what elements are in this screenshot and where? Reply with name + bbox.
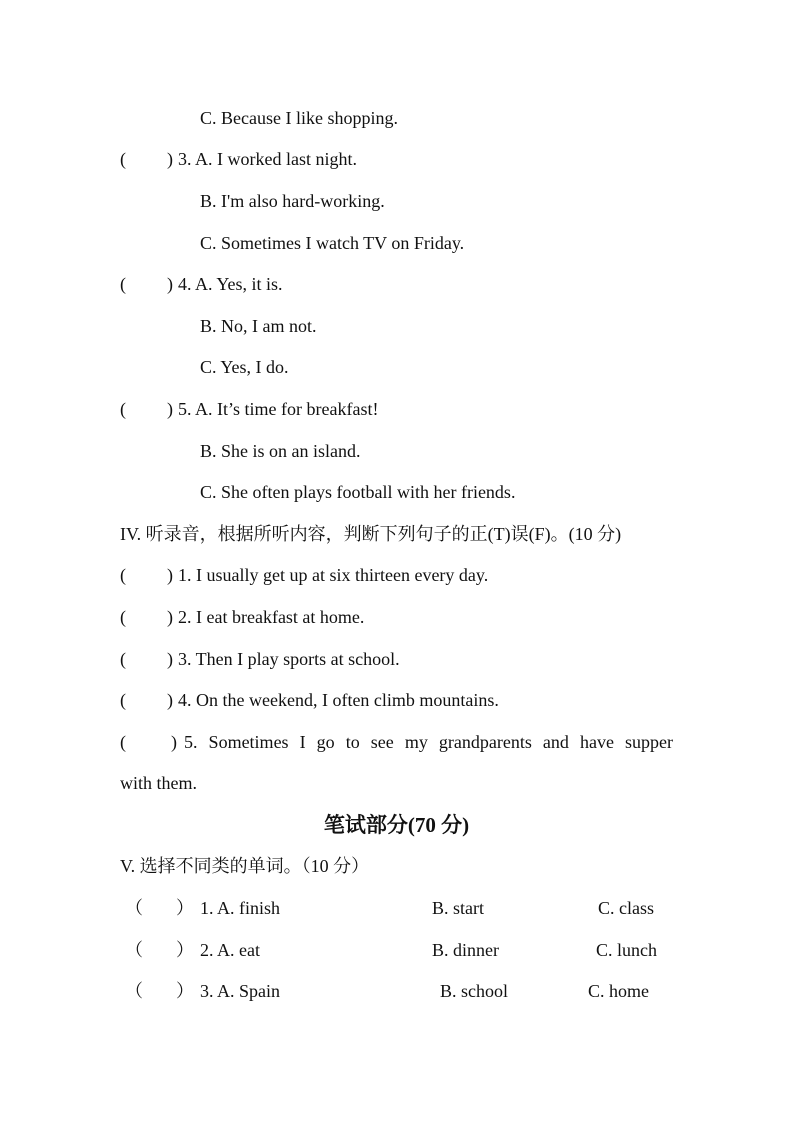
v-item-1-option-c: C. class xyxy=(598,898,654,918)
v-item-1-option-b: B. start xyxy=(432,898,484,918)
iv-item-2-paren-open: ( xyxy=(120,607,126,627)
iv-item-1-paren-open: ( xyxy=(120,565,126,585)
v-item-2-paren-close: ） xyxy=(176,940,194,960)
iv-item-1-text: 1. I usually get up at six thirteen every day. xyxy=(178,565,489,585)
v-item-3-paren-close: ） xyxy=(176,981,194,1001)
iv-item-4-paren-open: ( xyxy=(120,690,126,710)
v-item-3-option-a: 3. A. Spain xyxy=(200,981,281,1001)
v-item-2-option-a: 2. A. eat xyxy=(200,940,260,960)
section-v-heading: V. 选择不同类的单词。（10 分） xyxy=(120,856,370,876)
q3-answer-paren-open: ( xyxy=(120,149,126,169)
q3-option-b: B. I'm also hard-working. xyxy=(200,191,385,211)
q5-option-c: C. She often plays football with her friends. xyxy=(200,482,516,502)
q4-answer-paren-open: ( xyxy=(120,274,126,294)
v-item-3-paren-open: （ xyxy=(125,981,143,1001)
v-item-1-paren-close: ） xyxy=(176,898,194,918)
q3-answer-paren-close: ) xyxy=(167,149,173,169)
q3-option-c: C. Sometimes I watch TV on Friday. xyxy=(200,233,465,253)
v-item-2-option-b: B. dinner xyxy=(432,940,499,960)
iv-item-3-text: 3. Then I play sports at school. xyxy=(178,649,400,669)
iv-item-5-paren-open: ( xyxy=(120,732,126,752)
q5-answer-paren-open: ( xyxy=(120,399,126,419)
q4-option-b: B. No, I am not. xyxy=(200,316,317,336)
iv-item-1-paren-close: ) xyxy=(167,565,173,585)
q2-option-c: C. Because I like shopping. xyxy=(200,108,398,128)
v-item-1-paren-open: （ xyxy=(125,898,143,918)
written-part-title: 笔试部分(70 分) xyxy=(323,813,470,837)
q5-answer-paren-close: ) xyxy=(167,399,173,419)
iv-item-2-text: 2. I eat breakfast at home. xyxy=(178,607,365,627)
q4-answer-paren-close: ) xyxy=(167,274,173,294)
iv-item-3-paren-close: ) xyxy=(167,649,173,669)
iv-item-4-paren-close: ) xyxy=(167,690,173,710)
v-item-3-option-c: C. home xyxy=(588,981,649,1001)
iv-item-2-paren-close: ) xyxy=(167,607,173,627)
v-item-2-paren-open: （ xyxy=(125,940,143,960)
iv-item-5-continuation: with them. xyxy=(120,773,197,793)
q4-option-a: 4. A. Yes, it is. xyxy=(178,274,283,294)
iv-item-5-paren-close: ) xyxy=(171,732,177,752)
v-item-2-option-c: C. lunch xyxy=(596,940,657,960)
q4-option-c: C. Yes, I do. xyxy=(200,357,289,377)
iv-item-3-paren-open: ( xyxy=(120,649,126,669)
section-iv-heading: IV. 听录音，根据所听内容，判断下列句子的正(T)误(F)。(10 分) xyxy=(120,524,622,544)
v-item-3-option-b: B. school xyxy=(440,981,509,1001)
q5-option-b: B. She is on an island. xyxy=(200,441,361,461)
q3-option-a: 3. A. I worked last night. xyxy=(178,149,357,169)
v-item-1-option-a: 1. A. finish xyxy=(200,898,281,918)
q5-option-a: 5. A. It’s time for breakfast! xyxy=(178,399,379,419)
iv-item-5-text: 5. Sometimes I go to see my grandparents and have supper xyxy=(184,732,673,752)
iv-item-4-text: 4. On the weekend, I often climb mountains. xyxy=(178,690,499,710)
